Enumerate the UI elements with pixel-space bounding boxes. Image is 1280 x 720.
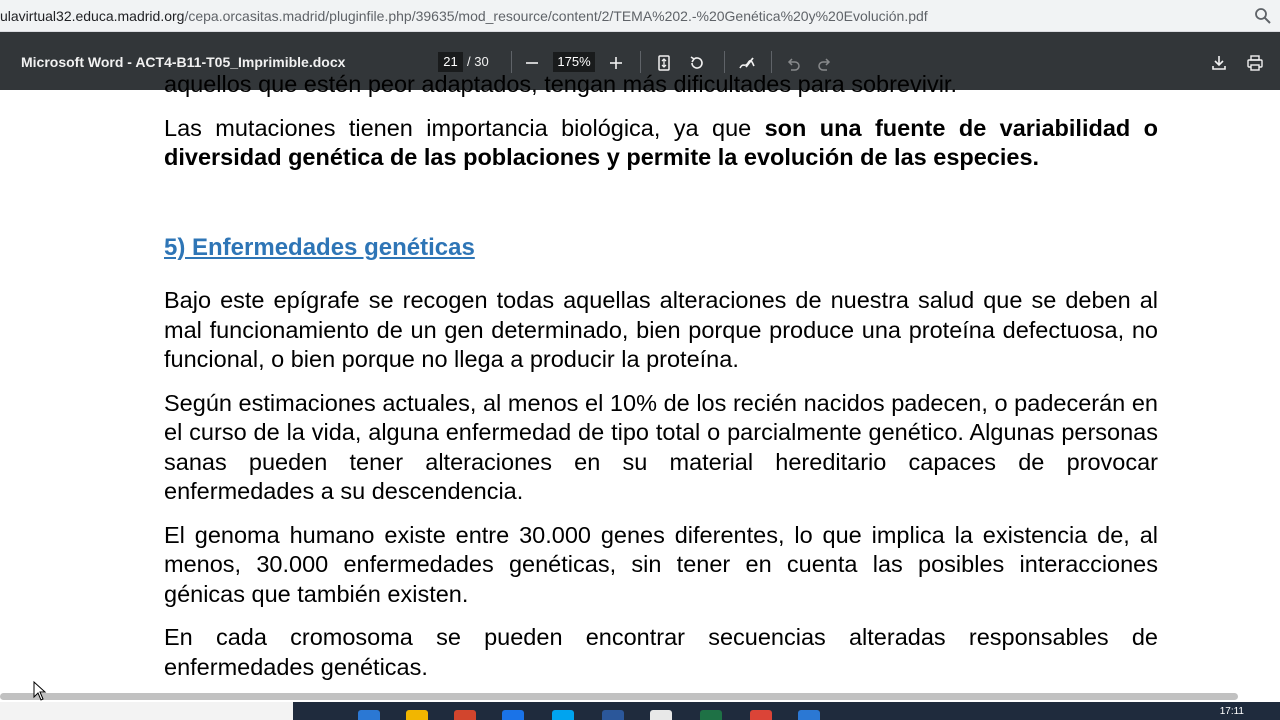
paragraph: El genoma humano existe entre 30.000 genes diferentes, lo que implica la existencia de, al menos, 30.000 enfermedades genéticas, sin tener en cuenta las posibles interacciones génicas que también existen. — [164, 521, 1158, 607]
chrome-icon[interactable] — [750, 710, 772, 720]
app-icon[interactable] — [358, 710, 380, 720]
document-title: Microsoft Word - ACT4-B11-T05_Imprimible.docx — [21, 54, 346, 70]
printer-icon — [1246, 54, 1264, 72]
page-number-input[interactable]: 21 — [438, 52, 463, 72]
pdf-page — [164, 70, 1158, 696]
download-icon — [1210, 54, 1228, 72]
taskbar — [0, 702, 1280, 720]
mouse-cursor-icon — [33, 681, 47, 701]
folder-icon[interactable] — [406, 710, 428, 720]
taskbar-search[interactable] — [0, 702, 293, 720]
scrollbar-thumb[interactable] — [0, 693, 1238, 700]
magnifier-icon[interactable] — [1254, 7, 1272, 25]
address-bar[interactable] — [0, 0, 1280, 32]
partial-line: aquellos que estén peor adaptados, tengan más dificultades para sobrevivir. — [164, 71, 957, 97]
paragraph: En cada cromosoma se pueden encontrar secuencias alteradas responsables de enfermedades genéticas. — [164, 624, 1158, 680]
app-icon[interactable] — [552, 710, 574, 720]
horizontal-scrollbar[interactable] — [0, 690, 1280, 702]
paragraph-text: Las mutaciones tienen importancia biológica, ya que — [164, 114, 765, 141]
app-icon[interactable] — [700, 710, 722, 720]
paragraph: Según estimaciones actuales, al menos el 10% de los recién nacidos padecen, o padecerán en el curso de la vida, alguna enfermedad de tipo total o parcialmente genético. Algunas personas sanas pueden tener alteraciones en su material hereditario capaces de provocar enfermedades a su descendencia. — [164, 389, 1158, 504]
section-heading: 5) Enfermedades genéticas — [164, 233, 475, 261]
download-button[interactable] — [1206, 50, 1232, 76]
page-total: / 30 — [467, 54, 489, 69]
print-button[interactable] — [1242, 50, 1268, 76]
url-text[interactable] — [0, 8, 928, 24]
app-icon[interactable] — [650, 710, 672, 720]
paragraph-bold-text: son una fuente de variabilidad o diversidad genética de las poblaciones y permite la evolución de las especies. — [164, 114, 1158, 170]
app-icon[interactable] — [798, 710, 820, 720]
paragraph: Bajo este epígrafe se recogen todas aquellas alteraciones de nuestra salud que se deben al mal funcionamiento de un gen determinado, bien porque produce una proteína defectuosa, no funcional, o bien porque no llega a producir la proteína. — [164, 287, 1158, 372]
word-icon[interactable] — [602, 710, 624, 720]
app-icon[interactable] — [502, 710, 524, 720]
url-path: /cepa.orcasitas.madrid/pluginfile.php/39635/mod_resource/content/2/TEMA%202.-%20Genética%20y%20Evolución.pdf — [184, 8, 928, 24]
url-host: ulavirtual32.educa.madrid.org — [0, 8, 185, 24]
paragraph — [164, 114, 1158, 173]
zoom-level-input[interactable]: 175% — [553, 52, 595, 72]
taskbar-clock: 17:11 — [1219, 706, 1244, 717]
pdf-page-area[interactable] — [0, 71, 1280, 690]
app-icon[interactable] — [454, 710, 476, 720]
